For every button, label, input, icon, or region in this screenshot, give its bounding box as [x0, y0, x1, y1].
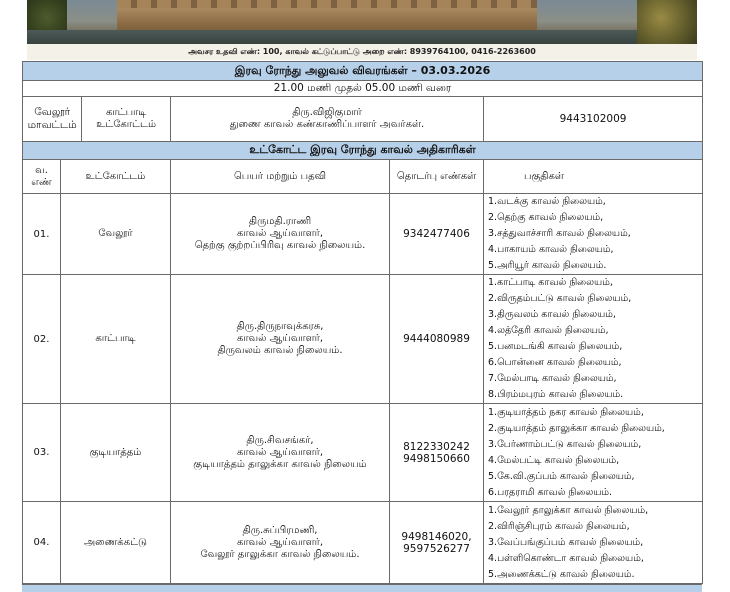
row-areas: [484, 404, 703, 502]
row-number: 04.: [23, 502, 61, 584]
table-row: [23, 502, 703, 584]
officer-name: திரு.சுப்பிரமணி,: [242, 524, 318, 536]
officer-name: திரு.திருநாவுக்கரசு,: [236, 321, 324, 332]
area-item: 3.பேர்ணாம்பட்டு காவல் நிலையம்,: [488, 438, 642, 450]
area-item: 4.மேல்பட்டி காவல் நிலையம்,: [488, 454, 620, 466]
row-subdivision: அணைக்கட்டு: [61, 502, 171, 584]
table-row: [23, 194, 703, 275]
officer-rank: காவல் ஆய்வாளர்,: [236, 333, 324, 344]
district-phone: 9443102009: [484, 97, 703, 142]
area-item: 2.குடியாத்தம் தாலுக்கா காவல் நிலையம்,: [488, 422, 665, 434]
area-item: 5.அரியூர் காவல் நிலையம்.: [488, 260, 607, 271]
area-item: 4.பாகாயம் காவல் நிலையம்,: [488, 244, 614, 255]
area-item: 1.வடக்கு காவல் நிலையம்,: [488, 196, 606, 207]
phone-number: 9444080989: [403, 333, 470, 345]
row-number: 01.: [23, 194, 61, 275]
col-header-phone: தொடர்பு எண்கள்: [390, 160, 484, 194]
table-row: [23, 404, 703, 502]
row-officer: [171, 502, 390, 584]
header-banner-image: [27, 0, 697, 60]
area-item: 2.தெற்கு காவல் நிலையம்,: [488, 212, 604, 223]
area-item: 4.லத்தேரி காவல் நிலையம்,: [488, 325, 609, 336]
officer-rank: காவல் ஆய்வாளர்,: [236, 536, 324, 548]
banner-moat-water: [27, 30, 697, 44]
document-title: இரவு ரோந்து அலுவல் விவரங்கள் – 03.03.2026: [23, 62, 703, 81]
area-item: 5.அணைக்கட்டு காவல் நிலையம்.: [488, 568, 635, 580]
officer-rank: காவல் ஆய்வாளர்,: [236, 228, 324, 239]
district-cell: [23, 97, 171, 142]
district-officer-rank: துணை காவல் கண்காணிப்பாளர் அவர்கள்.: [229, 119, 425, 130]
district-officer-cell: [171, 97, 484, 142]
banner-tree-right: [637, 0, 697, 44]
phone-number: 9498146020,: [401, 530, 472, 543]
row-officer: [171, 404, 390, 502]
row-phone: [390, 275, 484, 404]
area-item: 1.வேலூர் தாலுக்கா காவல் நிலையம்,: [488, 504, 649, 516]
area-item: 1.குடியாத்தம் நகர காவல் நிலையம்,: [488, 406, 644, 418]
row-areas: [484, 194, 703, 275]
district-label: வேலூர் மாவட்டம்: [23, 97, 82, 141]
row-phone: [390, 404, 484, 502]
officer-station: தெற்கு குற்றப்பிரிவு காவல் நிலையம்.: [194, 240, 366, 251]
area-item: 2.விரிஞ்சிபுரம் காவல் நிலையம்,: [488, 520, 630, 532]
row-number: 03.: [23, 404, 61, 502]
col-header-name: பெயர் மற்றும் பதவி: [171, 160, 390, 194]
row-subdivision: வேலூர்: [61, 194, 171, 275]
row-subdivision: குடியாத்தம்: [61, 404, 171, 502]
area-item: 5.கே.வி.குப்பம் காவல் நிலையம்,: [488, 470, 635, 482]
table-row: [23, 275, 703, 404]
col-header-no: வ. எண்: [23, 160, 61, 194]
col-header-subdivision: உட்கோட்டம்: [61, 160, 171, 194]
area-item: 7.மேல்பாடி காவல் நிலையம்,: [488, 373, 617, 384]
area-item: 5.பனமடங்கி காவல் நிலையம்,: [488, 341, 623, 352]
row-number: 02.: [23, 275, 61, 404]
row-areas: [484, 275, 703, 404]
col-header-areas: பகுதிகள்: [484, 160, 703, 194]
officer-name: திருமதி.ராணி: [248, 216, 312, 227]
row-phone: [390, 194, 484, 275]
phone-number-2: 9498150660: [403, 452, 470, 465]
area-item: 8.பிரம்மபுரம் காவல் நிலையம்.: [488, 389, 624, 400]
row-subdivision: காட்பாடி: [61, 275, 171, 404]
district-subdivision: காட்பாடி உட்கோட்டம்: [96, 107, 156, 130]
emergency-info-line: அவசர உதவி எண்: 100, காவல் கட்டுப்பாட்டு அறை எண்: 8939764100, 0416-2263600: [27, 44, 697, 60]
phone-number-2: 9597526277: [403, 542, 470, 555]
patrol-duty-table: [22, 61, 703, 584]
phone-number: 8122330242: [403, 440, 470, 453]
area-item: 3.வேப்பங்குப்பம் காவல் நிலையம்,: [488, 536, 644, 548]
time-range: 21.00 மணி முதல் 05.00 மணி வரை: [23, 81, 703, 97]
area-item: 2.விருதம்பட்டு காவல் நிலையம்,: [488, 293, 632, 304]
area-item: 4.பள்ளிகொண்டா காவல் நிலையம்,: [488, 552, 644, 564]
officer-station: வேலூர் தாலுக்கா காவல் நிலையம்.: [200, 548, 360, 560]
area-item: 3.சத்துவாச்சாரி காவல் நிலையம்,: [488, 228, 631, 239]
area-item: 6.பரதராமி காவல் நிலையம்.: [488, 486, 613, 498]
officer-rank: காவல் ஆய்வாளர்,: [236, 446, 324, 458]
section-title: உட்கோட்ட இரவு ரோந்து காவல் அதிகாரிகள்: [23, 142, 703, 160]
row-phone: [390, 502, 484, 584]
officer-station: குடியாத்தம் தாலுக்கா காவல் நிலையம்: [193, 458, 367, 470]
row-areas: [484, 502, 703, 584]
officer-name: திரு.சிவசங்கர்,: [246, 434, 314, 446]
row-officer: [171, 275, 390, 404]
district-officer-name: திரு.விஜிகுமார்: [292, 107, 362, 118]
officer-station: திருவலம் காவல் நிலையம்.: [217, 345, 343, 356]
row-officer: [171, 194, 390, 275]
area-item: 1.காட்பாடி காவல் நிலையம்,: [488, 277, 613, 288]
area-item: 3.திருவலம் காவல் நிலையம்,: [488, 309, 616, 320]
area-item: 6.பொன்னை காவல் நிலையம்,: [488, 357, 622, 368]
phone-number: 9342477406: [403, 228, 470, 240]
